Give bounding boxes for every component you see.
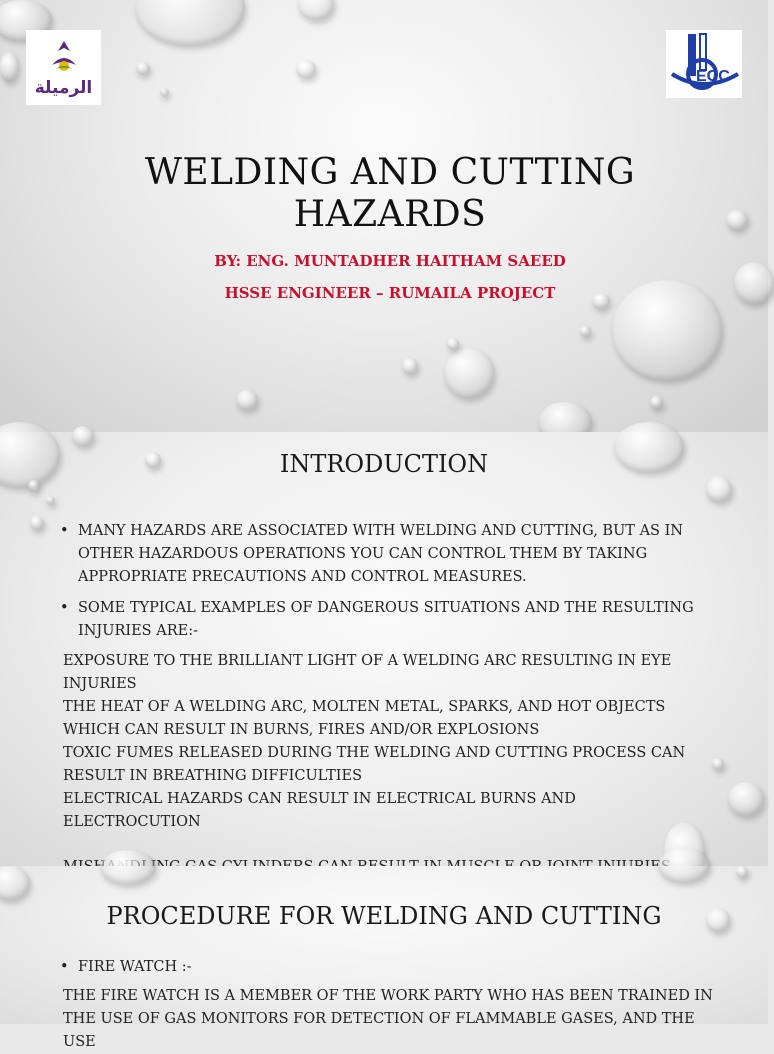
intro-bullet-list: [60, 520, 700, 651]
water-drop: [236, 390, 258, 410]
svg-text:ECC: ECC: [696, 68, 730, 85]
title-line-1: WELDING AND CUTTING: [144, 152, 636, 193]
presentation-title: [100, 152, 680, 236]
hazard-item: ELECTRICAL HAZARDS CAN RESULT IN ELECTRICAL BURNS AND ELECTROCUTION: [63, 791, 576, 830]
title-slide: [0, 0, 768, 432]
title-line-2: HAZARDS: [293, 194, 487, 235]
water-drop: [100, 850, 156, 884]
list-item: • MANY HAZARDS ARE ASSOCIATED WITH WELDING AND CUTTING, BUT AS IN OTHER HAZARDOUS OPERATIONS YOU CAN CONTROL THEM BY TAKING APPROPRIATE PRECAUTIONS AND CONTROL MEASURES.: [60, 520, 700, 589]
water-drop: [734, 262, 774, 304]
water-drop: [30, 516, 44, 530]
water-drop: [736, 866, 748, 878]
author-line: BY: ENG. MUNTADHER HAITHAM SAEED: [214, 252, 566, 270]
water-drop: [706, 476, 732, 502]
procedure-bullet-list: [60, 956, 700, 987]
water-drop: [580, 326, 591, 337]
water-drop: [296, 60, 316, 78]
water-drop: [726, 210, 748, 230]
fire-watch-paragraph: [63, 985, 713, 1054]
water-drop: [46, 496, 55, 505]
water-drop: [298, 0, 334, 20]
hazard-item: TOXIC FUMES RELEASED DURING THE WELDING AND CUTTING PROCESS CAN RESULT IN BREATHING DIFFICULTIES: [63, 745, 686, 784]
hazard-item: EXPOSURE TO THE BRILLIANT LIGHT OF A WELDING ARC RESULTING IN EYE INJURIES: [63, 653, 672, 692]
list-item: • FIRE WATCH :-: [60, 956, 700, 979]
water-drop: [135, 0, 245, 45]
water-drop: [0, 866, 30, 900]
water-drop: [160, 88, 169, 97]
ecc-logo: [666, 30, 742, 98]
introduction-slide: [0, 432, 768, 866]
water-drop: [447, 338, 459, 350]
procedure-heading: PROCEDURE FOR WELDING AND CUTTING: [106, 902, 662, 930]
water-drop: [72, 426, 94, 446]
water-drop: [728, 782, 764, 816]
hazard-item: THE HEAT OF A WELDING ARC, MOLTEN METAL, SPARKS, AND HOT OBJECTS WHICH CAN RESULT IN BURNS, FIRES AND/OR EXPLOSIONS: [63, 699, 666, 738]
water-drop: [650, 396, 663, 409]
rumaila-emblem-icon: [44, 39, 84, 79]
water-drop: [444, 348, 494, 398]
role-line: HSSE ENGINEER – RUMAILA PROJECT: [224, 284, 556, 302]
list-item: • SOME TYPICAL EXAMPLES OF DANGEROUS SITUATIONS AND THE RESULTING INJURIES ARE:-: [60, 597, 700, 643]
rumaila-logo: [26, 30, 101, 105]
water-drop: [0, 52, 18, 82]
procedure-slide: [0, 866, 768, 1050]
introduction-heading: INTRODUCTION: [279, 450, 489, 478]
rumaila-logo-text: الرميلة: [34, 77, 93, 98]
water-drop: [712, 758, 724, 770]
ecc-logo-icon: [666, 30, 742, 98]
paragraph-text: THE FIRE WATCH IS A MEMBER OF THE WORK PARTY WHO HAS BEEN TRAINED IN THE USE OF GAS MONITORS FOR DETECTION OF FLAMMABLE GASES, AND THE USE: [63, 988, 713, 1050]
hazard-examples: [63, 650, 713, 879]
water-drop: [658, 848, 710, 882]
water-drop: [402, 358, 418, 374]
water-drop: [28, 480, 40, 492]
water-drop: [136, 62, 150, 75]
